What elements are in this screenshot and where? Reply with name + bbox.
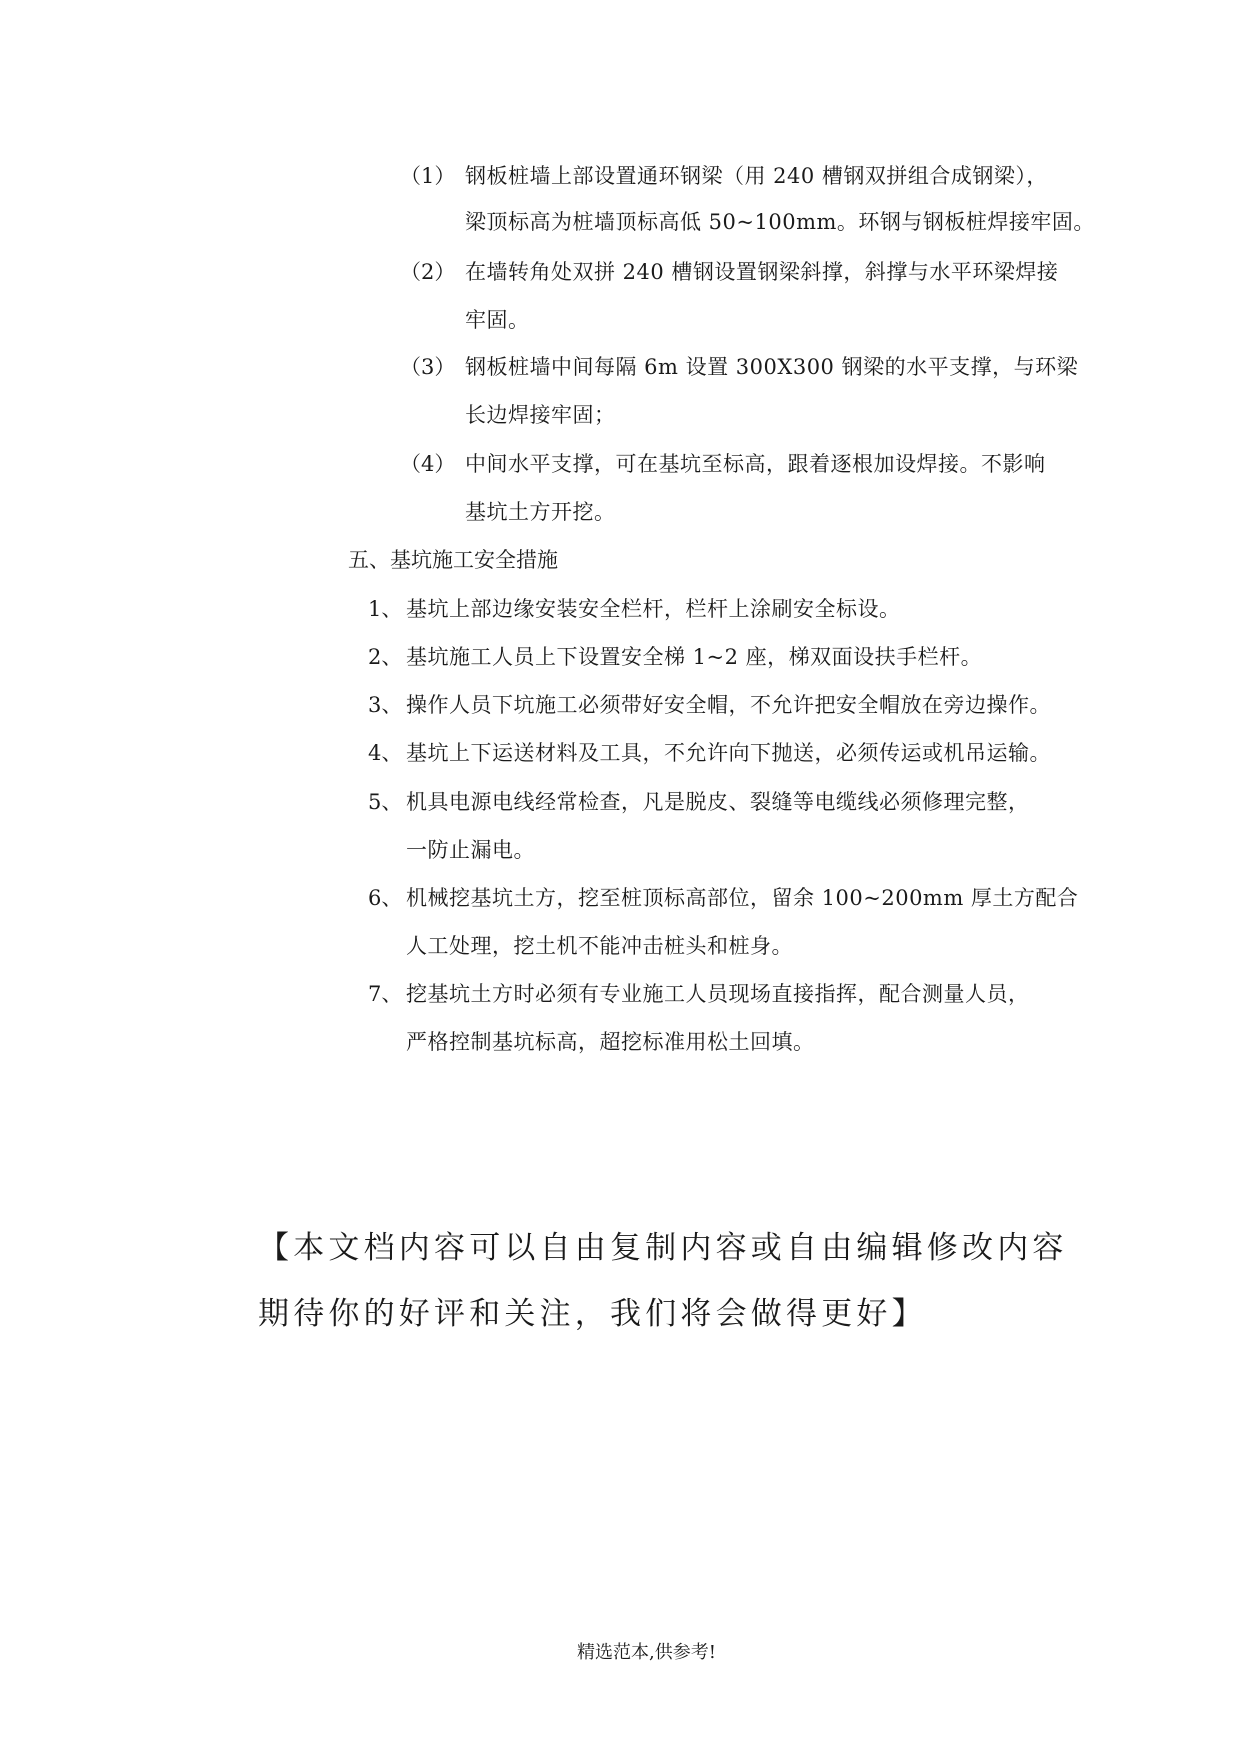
sub-item-text: 长边焊接牢固； — [465, 403, 616, 427]
item-text: 机械挖基坑土方，挖至桩顶标高部位，留余 100~200mm 厚土方配合 — [406, 886, 1079, 910]
sub-item-text: 钢板桩墙中间每隔 6m 设置 300X300 钢梁的水平支撑，与环梁 — [465, 355, 1079, 379]
item-text: 严格控制基坑标高，超挖标准用松土回填。 — [406, 1030, 815, 1054]
sub-item-text: 牢固。 — [465, 308, 530, 332]
sub-item-text: 在墙转角处双拼 240 槽钢设置钢梁斜撑，斜撑与水平环梁焊接 — [465, 260, 1059, 284]
item-text: 挖基坑土方时必须有专业施工人员现场直接指挥，配合测量人员， — [406, 982, 1030, 1006]
page-footer: 精选范本,供参考! — [577, 1642, 716, 1663]
item-number: 6、 — [368, 886, 403, 910]
item-number: 3、 — [368, 693, 403, 717]
item-text: 基坑施工人员上下设置安全梯 1~2 座，梯双面设扶手栏杆。 — [406, 645, 983, 669]
sub-item-text: 中间水平支撑，可在基坑至标高，跟着逐根加设焊接。不影响 — [465, 452, 1046, 476]
sub-item-number: （4） — [400, 452, 456, 476]
item-text: 一防止漏电。 — [406, 838, 535, 862]
item-number: 5、 — [368, 790, 403, 814]
sub-item-number: （1） — [400, 164, 456, 188]
item-number: 2、 — [368, 645, 403, 669]
item-number: 7、 — [368, 982, 403, 1006]
item-text: 基坑上部边缘安装安全栏杆，栏杆上涂刷安全标设。 — [406, 597, 901, 621]
item-text: 人工处理，挖土机不能冲击桩头和桩身。 — [406, 934, 793, 958]
notice-line-2: 期待你的好评和关注，我们将会做得更好】 — [258, 1296, 927, 1332]
item-number: 4、 — [368, 741, 403, 765]
sub-item-number: （3） — [400, 355, 456, 379]
sub-item-text: 基坑土方开挖。 — [465, 500, 616, 524]
notice-line-1: 【本文档内容可以自由复制内容或自由编辑修改内容 — [258, 1230, 1068, 1266]
item-text: 基坑上下运送材料及工具，不允许向下抛送，必须传运或机吊运输。 — [406, 741, 1051, 765]
item-number: 1、 — [368, 597, 403, 621]
sub-item-number: （2） — [400, 260, 456, 284]
sub-item-text: 钢板桩墙上部设置通环钢梁（用 240 槽钢双拼组合成钢梁）， — [465, 164, 1048, 188]
item-text: 操作人员下坑施工必须带好安全帽，不允许把安全帽放在旁边操作。 — [406, 693, 1051, 717]
item-text: 机具电源电线经常检查，凡是脱皮、裂缝等电缆线必须修理完整， — [406, 790, 1030, 814]
sub-item-text: 梁顶标高为桩墙顶标高低 50~100mm。环钢与钢板桩焊接牢固。 — [465, 210, 1095, 234]
section-title: 五、基坑施工安全措施 — [348, 548, 558, 572]
